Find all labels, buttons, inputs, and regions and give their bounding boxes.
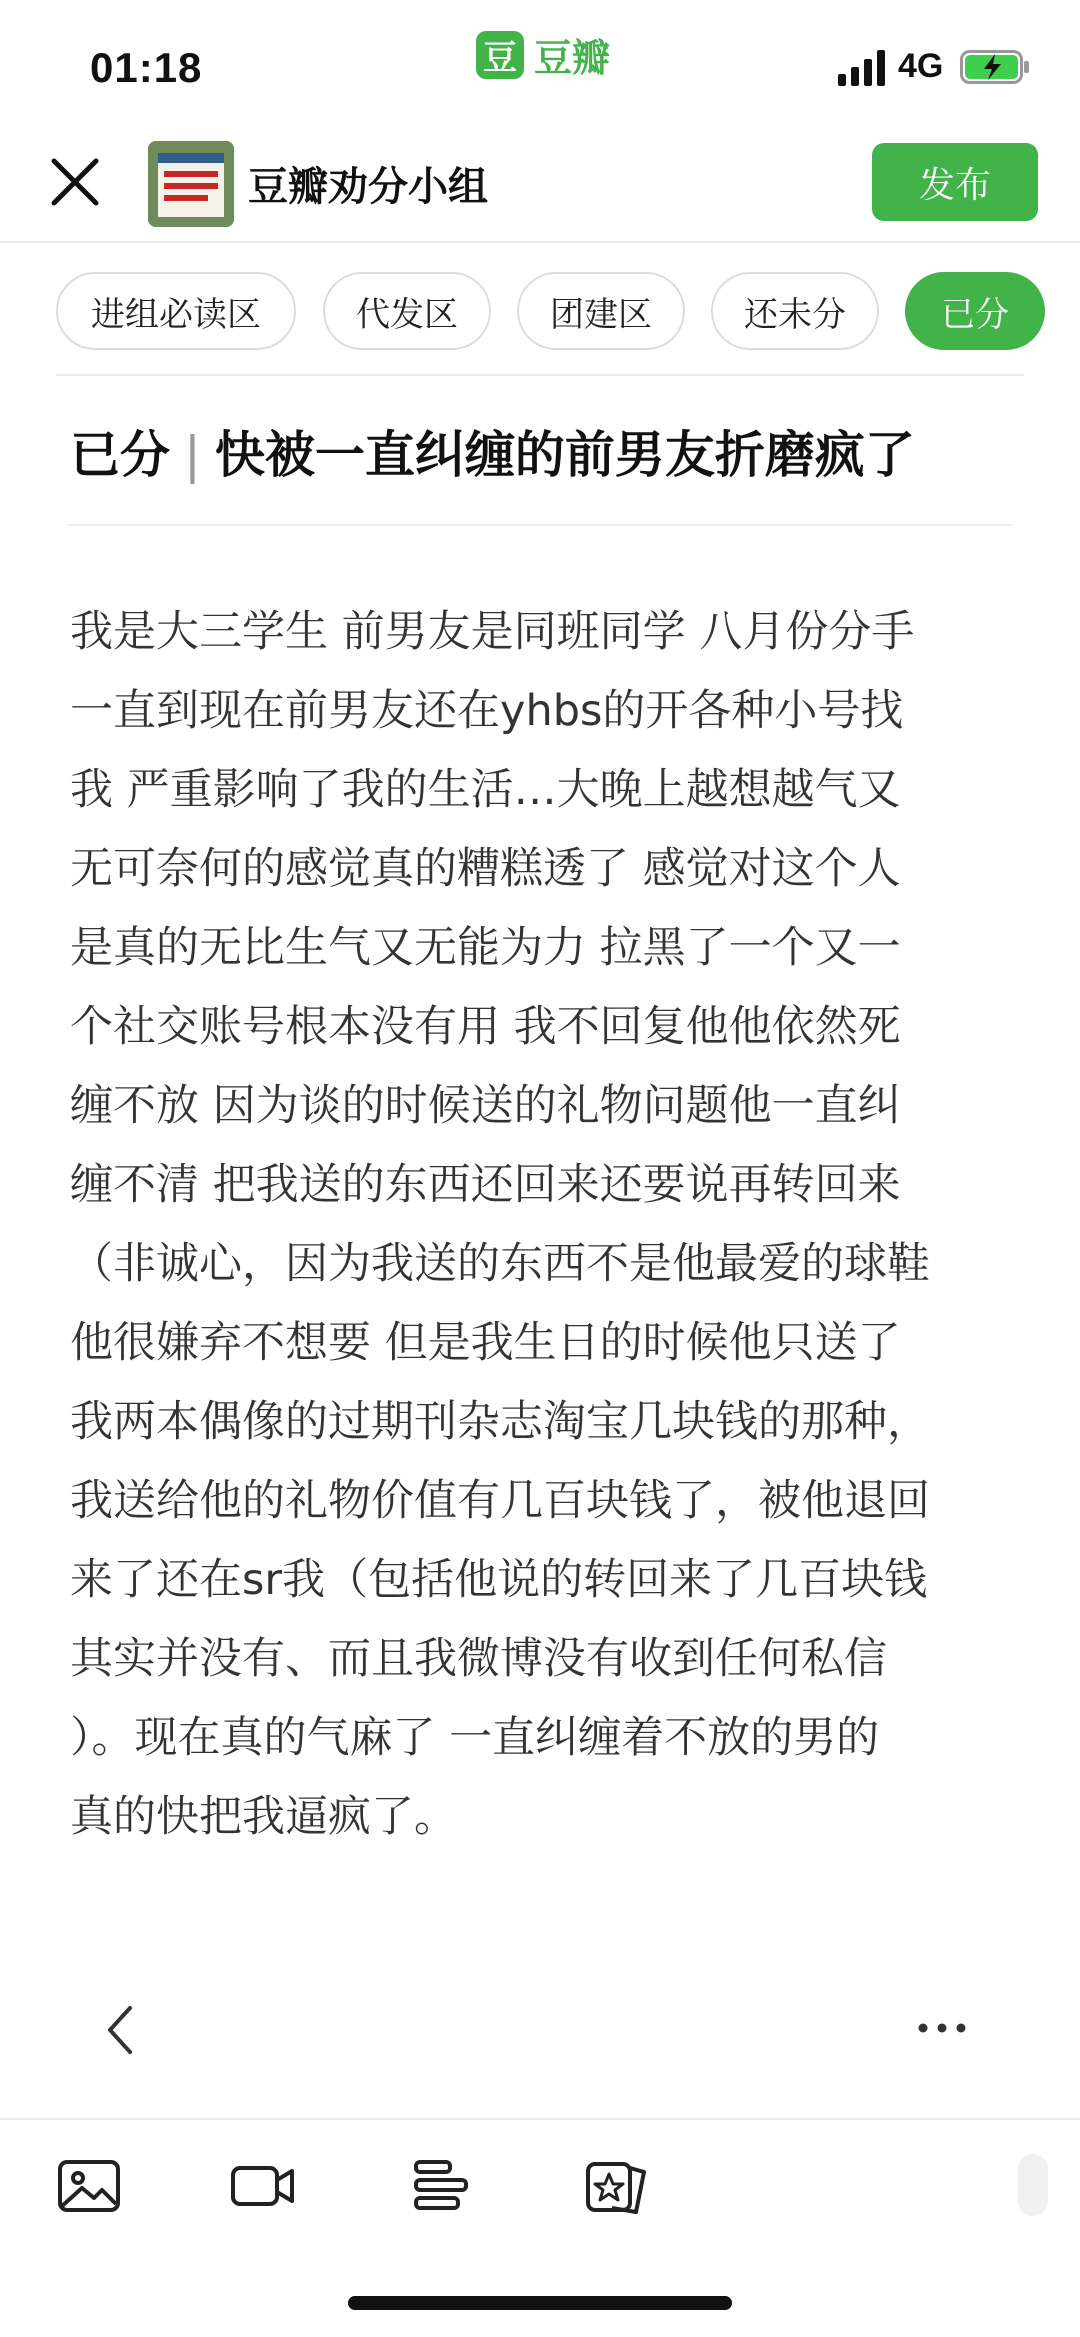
sticker-icon[interactable] xyxy=(584,2156,650,2216)
post-body-line: 我 严重影响了我的生活…大晚上越想越气又 xyxy=(70,765,901,815)
tab-team-building[interactable]: 团建区 xyxy=(517,272,685,350)
post-body-line: 是真的无比生气又无能为力 拉黑了一个又一 xyxy=(70,923,901,973)
post-tag: 已分 xyxy=(70,426,170,484)
post-body-line: 其实并没有、而且我微博没有收到任何私信 xyxy=(70,1634,887,1684)
tab-broken-up[interactable]: 已分 xyxy=(905,272,1045,350)
group-avatar-image xyxy=(148,141,234,227)
divider xyxy=(68,524,1012,526)
post-body-line: 我送给他的礼物价值有几百块钱了，被他退回 xyxy=(70,1476,930,1526)
post-body-line: 缠不清 把我送的东西还回来还要说再转回来 xyxy=(70,1160,901,1210)
image-icon[interactable] xyxy=(56,2156,122,2216)
status-time: 01:18 xyxy=(90,44,203,91)
top-nav xyxy=(0,125,1080,243)
tab-proxy-post[interactable]: 代发区 xyxy=(323,272,491,350)
app-badge xyxy=(476,27,610,82)
post-body-line: 缠不放 因为谈的时候送的礼物问题他一直纠 xyxy=(70,1081,901,1131)
post-body-line: 我两本偶像的过期刊杂志淘宝几块钱的那种， xyxy=(70,1397,930,1447)
signal-icon xyxy=(838,50,886,86)
post-body-line: 个社交账号根本没有用 我不回复他他依然死 xyxy=(70,1002,901,1052)
post-body-line: ）。现在真的气麻了 一直纠缠着不放的男的 xyxy=(70,1713,880,1763)
title-separator: | xyxy=(184,426,201,484)
post-body xyxy=(70,593,1018,1857)
tab-not-broken-up[interactable]: 还未分 xyxy=(711,272,879,350)
category-tabs xyxy=(0,272,1080,352)
toolbar-scroll-handle[interactable] xyxy=(1018,2154,1048,2216)
home-indicator[interactable] xyxy=(348,2296,732,2310)
divider xyxy=(56,374,1024,376)
group-name[interactable]: 豆瓣劝分小组 xyxy=(248,164,488,210)
post-body-line: 我是大三学生 前男友是同班同学 八月份分手 xyxy=(70,607,915,657)
post-title xyxy=(70,415,1020,487)
back-icon[interactable] xyxy=(98,2000,142,2060)
more-icon[interactable] xyxy=(916,2014,968,2042)
close-icon[interactable] xyxy=(44,151,106,213)
battery-charging-icon xyxy=(960,50,1030,84)
post-body-line: 他很嫌弃不想要 但是我生日的时候他只送了 xyxy=(70,1318,901,1368)
post-body-line: 无可奈何的感觉真的糟糕透了 感觉对这个人 xyxy=(70,844,901,894)
tab-must-read[interactable]: 进组必读区 xyxy=(56,272,296,350)
video-icon[interactable] xyxy=(230,2156,296,2216)
network-type: 4G xyxy=(898,47,944,85)
status-bar xyxy=(0,0,1080,125)
app-name: 豆瓣 xyxy=(534,36,611,80)
post-body-line: （非诚心，因为我送的东西不是他最爱的球鞋 xyxy=(70,1239,930,1289)
text-format-icon[interactable] xyxy=(408,2156,474,2216)
post-body-line: 来了还在sr我（包括他说的转回来了几百块钱 xyxy=(70,1555,928,1605)
post-body-line: 一直到现在前男友还在yhbs的开各种小号找 xyxy=(70,686,904,736)
post-body-line: 真的快把我逼疯了。 xyxy=(70,1792,457,1842)
post-title-text: 快被一直纠缠的前男友折磨疯了 xyxy=(214,426,915,484)
publish-button[interactable]: 发布 xyxy=(872,143,1038,221)
douban-logo-icon: 豆 xyxy=(476,31,524,79)
editor-toolbar xyxy=(0,2118,1080,2248)
group-avatar[interactable] xyxy=(148,141,234,227)
